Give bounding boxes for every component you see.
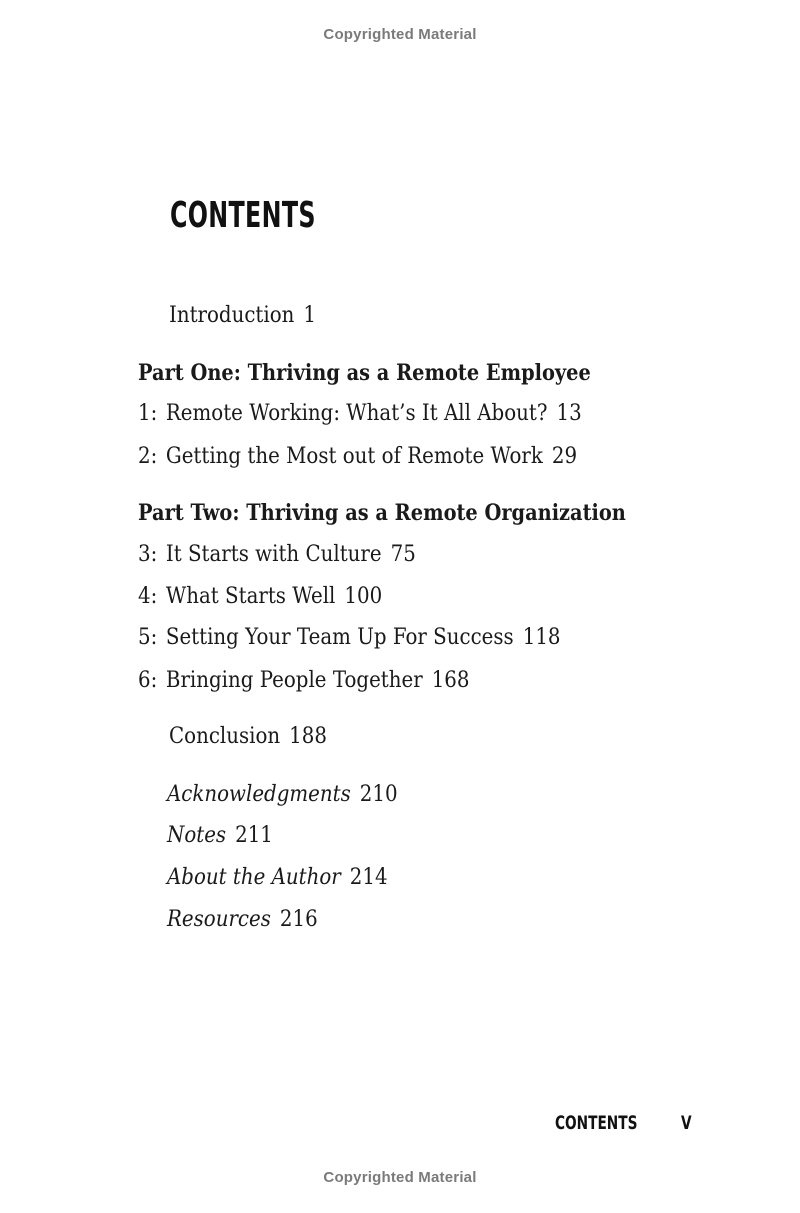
- toc-entry-conclusion: [169, 722, 327, 752]
- running-head: CONTENTS: [555, 1112, 638, 1134]
- chapter-number: 4:: [138, 584, 158, 609]
- entry-title: Resources: [167, 907, 271, 932]
- toc-entry-chapter-6: [138, 666, 469, 696]
- part-two-heading: Part Two: Thriving as a Remote Organization: [138, 500, 626, 526]
- part-one-heading: Part One: Thriving as a Remote Employee: [138, 360, 591, 386]
- entry-page-number: 214: [349, 865, 388, 890]
- entry-title: About the Author: [167, 865, 341, 890]
- entry-page-number: 75: [390, 542, 416, 567]
- entry-page-number: 168: [431, 668, 470, 693]
- chapter-number: 5:: [138, 625, 158, 650]
- toc-entry-introduction: [169, 301, 316, 331]
- entry-title: Introduction: [169, 303, 295, 328]
- toc-entry-chapter-1: [138, 399, 582, 429]
- entry-page-number: 211: [235, 823, 273, 848]
- entry-title: It Starts with Culture: [165, 542, 382, 567]
- chapter-number: 2:: [138, 444, 158, 469]
- page-number: V: [681, 1112, 692, 1134]
- toc-entry-about-the-author: [167, 863, 388, 893]
- entry-page-number: 210: [359, 782, 398, 807]
- copyright-notice-top: Copyrighted Material: [323, 26, 477, 43]
- entry-page-number: 100: [344, 584, 383, 609]
- toc-entry-chapter-5: [138, 623, 561, 653]
- copyright-notice-bottom: Copyrighted Material: [323, 1169, 477, 1186]
- entry-title: What Starts Well: [165, 584, 336, 609]
- toc-entry-chapter-3: [138, 540, 416, 570]
- entry-title: Notes: [167, 823, 227, 848]
- entry-page-number: 13: [556, 401, 582, 426]
- entry-title: Getting the Most out of Remote Work: [165, 444, 543, 469]
- entry-page-number: 1: [303, 303, 316, 328]
- contents-heading: CONTENTS: [170, 195, 316, 236]
- chapter-number: 1:: [138, 401, 158, 426]
- entry-title: Acknowledgments: [167, 782, 351, 807]
- entry-page-number: 118: [522, 625, 561, 650]
- toc-entry-chapter-2: [138, 442, 577, 472]
- entry-page-number: 188: [289, 724, 327, 749]
- toc-entry-acknowledgments: [167, 780, 398, 810]
- entry-title: Remote Working: What’s It All About?: [165, 401, 548, 426]
- entry-title: Bringing People Together: [165, 668, 423, 693]
- chapter-number: 6:: [138, 668, 158, 693]
- entry-title: Setting Your Team Up For Success: [165, 625, 514, 650]
- toc-entry-resources: [167, 905, 318, 935]
- entry-page-number: 29: [551, 444, 578, 469]
- entry-title: Conclusion: [169, 724, 281, 749]
- toc-entry-chapter-4: [138, 582, 382, 612]
- entry-page-number: 216: [279, 907, 318, 932]
- toc-entry-notes: [167, 821, 273, 851]
- chapter-number: 3:: [138, 542, 158, 567]
